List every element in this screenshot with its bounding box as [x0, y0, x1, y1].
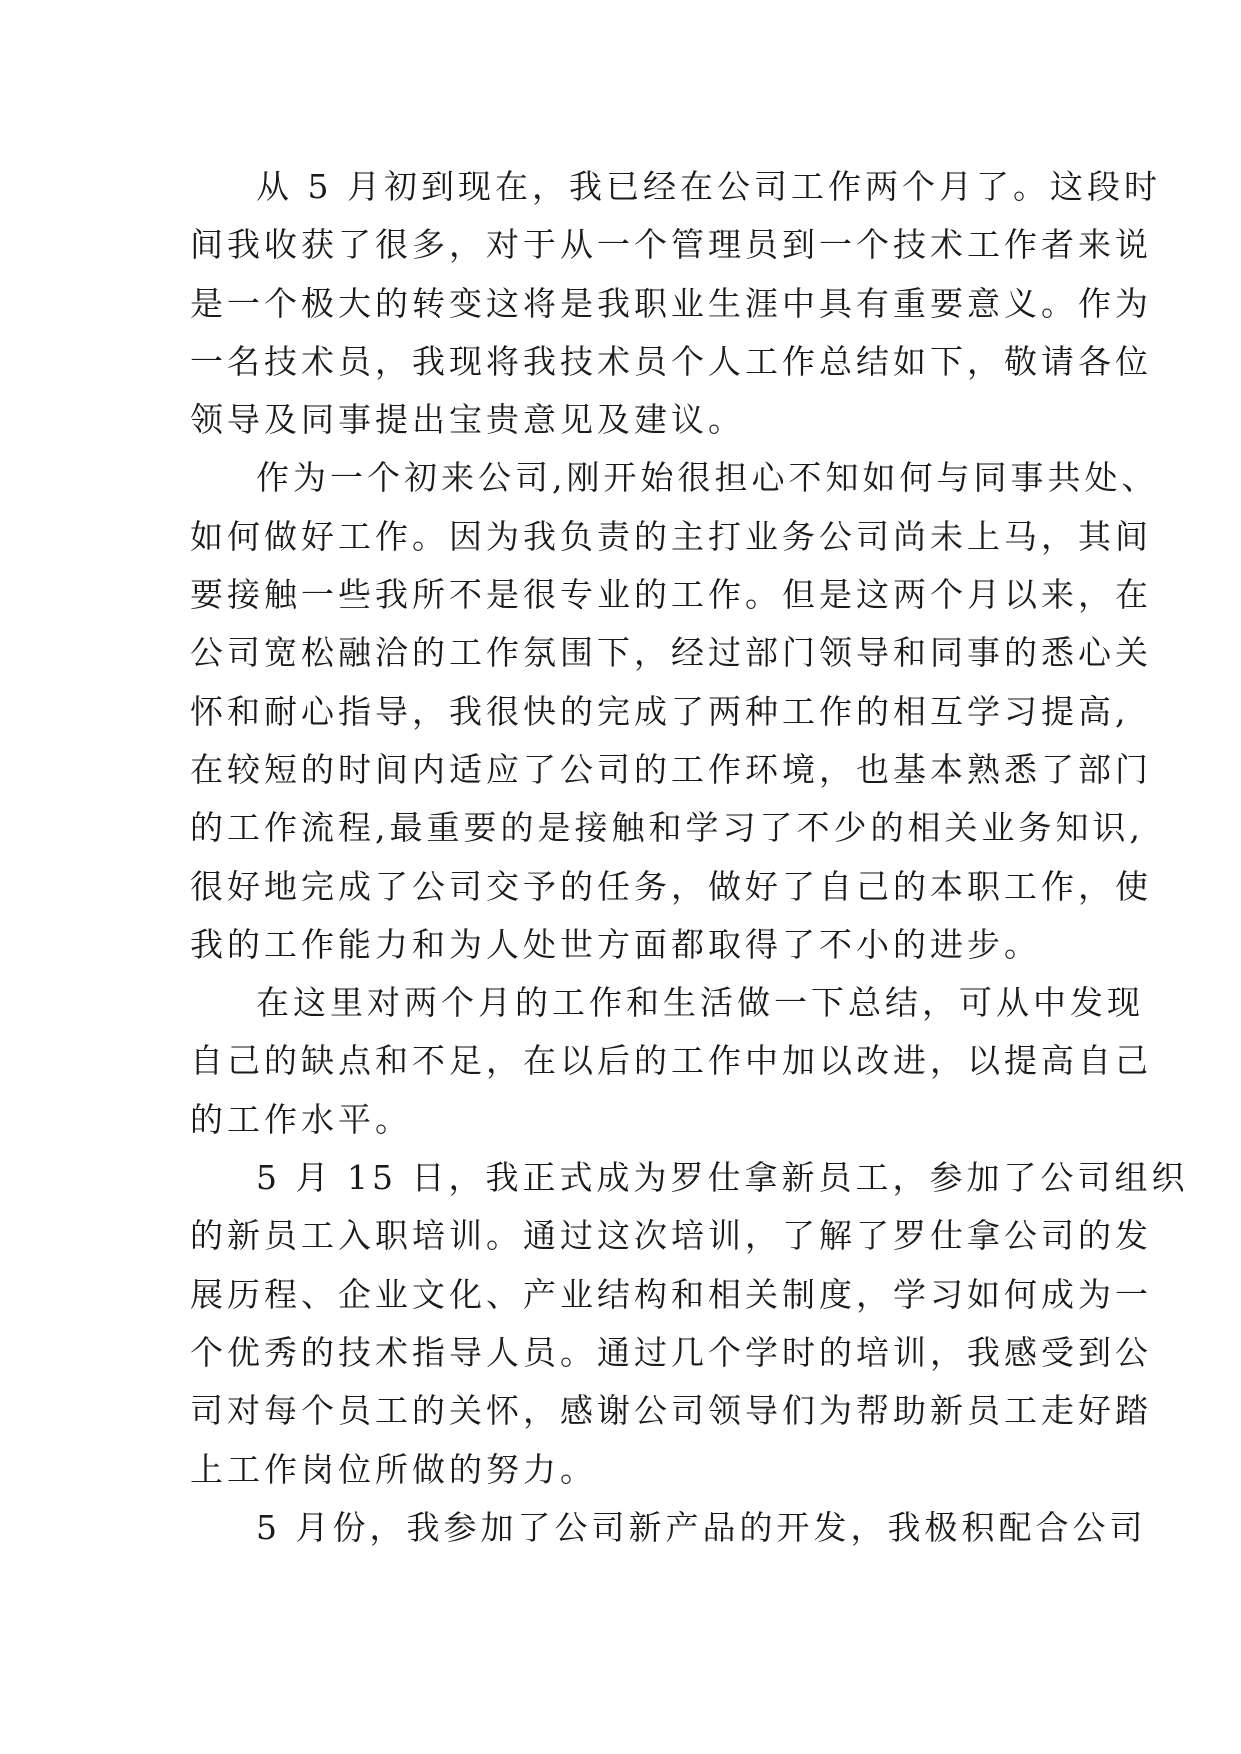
- text-line: 上工作岗位所做的努力。: [190, 1449, 597, 1489]
- text-line: 自己的缺点和不足，在以后的工作中加以改进，以提高自己: [190, 1041, 1152, 1081]
- text-line: 要接触一些我所不是很专业的工作。但是这两个月以来，在: [190, 575, 1152, 615]
- text-line: 5 月 15 日，我正式成为罗仕拿新员工，参加了公司组织: [256, 1158, 1189, 1198]
- document-body: [190, 158, 1189, 1557]
- text-line: 间我收获了很多，对于从一个管理员到一个技术工作者来说: [190, 225, 1152, 265]
- text-line: 是一个极大的转变这将是我职业生涯中具有重要意义。作为: [190, 283, 1152, 323]
- text-line: 怀和耐心指导，我很快的完成了两种工作的相互学习提高,: [190, 691, 1130, 731]
- text-line: 一名技术员，我现将我技术员个人工作总结如下，敬请各位: [190, 341, 1152, 381]
- text-line: 个优秀的技术指导人员。通过几个学时的培训，我感受到公: [190, 1332, 1152, 1372]
- text-line: 在较短的时间内适应了公司的工作环境，也基本熟悉了部门: [190, 749, 1152, 789]
- text-line: 作为一个初来公司,刚开始很担心不知如何与同事共处、: [256, 458, 1159, 498]
- text-line: 我的工作能力和为人处世方面都取得了不小的进步。: [190, 924, 1041, 964]
- text-line: 的工作水平。: [190, 1099, 412, 1139]
- text-line: 的工作流程,最重要的是接触和学习了不少的相关业务知识,: [190, 808, 1144, 848]
- text-line: 如何做好工作。因为我负责的主打业务公司尚未上马，其间: [190, 516, 1152, 556]
- text-line: 从 5 月初到现在，我已经在公司工作两个月了。这段时: [256, 167, 1161, 206]
- text-line: 展历程、企业文化、产业结构和相关制度，学习如何成为一: [190, 1274, 1152, 1314]
- text-line: 很好地完成了公司交予的任务，做好了自己的本职工作，使: [190, 866, 1152, 906]
- text-line: 领导及同事提出宝贵意见及建议。: [190, 400, 745, 440]
- text-line: 的新员工入职培训。通过这次培训，了解了罗仕拿公司的发: [190, 1216, 1152, 1256]
- text-line: 公司宽松融洽的工作氛围下，经过部门领导和同事的悉心关: [190, 633, 1152, 673]
- text-line: 5 月份，我参加了公司新产品的开发，我极积配合公司: [256, 1507, 1147, 1547]
- text-line: 司对每个员工的关怀，感谢公司领导们为帮助新员工走好踏: [190, 1391, 1152, 1431]
- text-line: 在这里对两个月的工作和生活做一下总结，可从中发现: [256, 983, 1144, 1023]
